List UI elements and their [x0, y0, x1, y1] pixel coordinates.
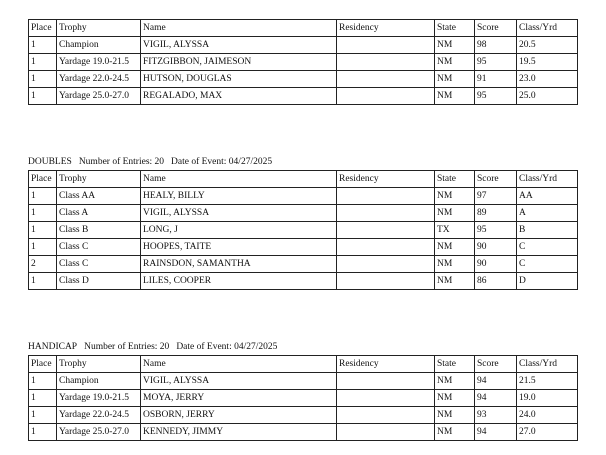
- cell-state: NM: [435, 188, 475, 205]
- cell-trophy: Champion: [57, 373, 141, 390]
- cell-residency: [337, 54, 435, 71]
- cell-state: NM: [435, 390, 475, 407]
- cell-trophy: Yardage 19.0-21.5: [57, 390, 141, 407]
- header-trophy: Trophy: [57, 20, 141, 37]
- header-row: [29, 356, 578, 373]
- header-class: Class/Yrd: [517, 20, 578, 37]
- cell-class: AA: [517, 188, 578, 205]
- cell-name: HEALY, BILLY: [141, 188, 337, 205]
- singles-section: [28, 19, 577, 105]
- table-row: [29, 222, 578, 239]
- cell-class: B: [517, 222, 578, 239]
- cell-trophy: Yardage 25.0-27.0: [57, 88, 141, 105]
- section-title: DOUBLES: [28, 157, 72, 167]
- cell-place: 1: [29, 188, 57, 205]
- table-header: [29, 171, 578, 188]
- section-heading: [28, 156, 577, 168]
- cell-score: 95: [475, 54, 517, 71]
- cell-trophy: Champion: [57, 37, 141, 54]
- cell-class: A: [517, 205, 578, 222]
- cell-class: 19.0: [517, 390, 578, 407]
- cell-class: 24.0: [517, 407, 578, 424]
- cell-score: 90: [475, 239, 517, 256]
- cell-score: 93: [475, 407, 517, 424]
- cell-place: 1: [29, 407, 57, 424]
- header-score: Score: [475, 356, 517, 373]
- cell-trophy: Class D: [57, 273, 141, 290]
- cell-trophy: Class B: [57, 222, 141, 239]
- cell-score: 95: [475, 88, 517, 105]
- header-state: State: [435, 356, 475, 373]
- header-name: Name: [141, 20, 337, 37]
- cell-name: MOYA, JERRY: [141, 390, 337, 407]
- doubles-table: [28, 170, 578, 290]
- cell-residency: [337, 273, 435, 290]
- cell-residency: [337, 239, 435, 256]
- entries-count: Number of Entries: 20: [84, 342, 170, 352]
- table-row: [29, 373, 578, 390]
- cell-score: 86: [475, 273, 517, 290]
- cell-residency: [337, 71, 435, 88]
- header-name: Name: [141, 356, 337, 373]
- cell-residency: [337, 205, 435, 222]
- cell-state: NM: [435, 37, 475, 54]
- header-trophy: Trophy: [57, 356, 141, 373]
- entries-count: Number of Entries: 20: [78, 157, 165, 167]
- table-row: [29, 424, 578, 441]
- cell-score: 94: [475, 390, 517, 407]
- table-row: [29, 407, 578, 424]
- table-header: [29, 20, 578, 37]
- cell-class: C: [517, 256, 578, 273]
- cell-score: 91: [475, 71, 517, 88]
- section-title: HANDICAP: [28, 342, 78, 352]
- cell-trophy: Yardage 25.0-27.0: [57, 424, 141, 441]
- header-state: State: [435, 20, 475, 37]
- cell-residency: [337, 373, 435, 390]
- table-row: [29, 239, 578, 256]
- cell-state: TX: [435, 222, 475, 239]
- cell-residency: [337, 188, 435, 205]
- cell-class: 23.0: [517, 71, 578, 88]
- cell-score: 98: [475, 37, 517, 54]
- cell-place: 1: [29, 205, 57, 222]
- header-score: Score: [475, 20, 517, 37]
- cell-place: 1: [29, 373, 57, 390]
- cell-score: 90: [475, 256, 517, 273]
- cell-state: NM: [435, 273, 475, 290]
- cell-trophy: Yardage 19.0-21.5: [57, 54, 141, 71]
- header-place: Place: [29, 171, 57, 188]
- cell-place: 1: [29, 273, 57, 290]
- header-place: Place: [29, 20, 57, 37]
- table-row: [29, 390, 578, 407]
- cell-name: VIGIL, ALYSSA: [141, 37, 337, 54]
- cell-name: VIGIL, ALYSSA: [141, 373, 337, 390]
- table-body: [29, 188, 578, 290]
- cell-score: 89: [475, 205, 517, 222]
- cell-residency: [337, 222, 435, 239]
- header-name: Name: [141, 171, 337, 188]
- cell-score: 97: [475, 188, 517, 205]
- cell-state: NM: [435, 424, 475, 441]
- cell-place: 1: [29, 88, 57, 105]
- cell-residency: [337, 424, 435, 441]
- handicap-section: [28, 341, 577, 441]
- header-place: Place: [29, 356, 57, 373]
- cell-state: NM: [435, 71, 475, 88]
- cell-class: 20.5: [517, 37, 578, 54]
- table-body: [29, 373, 578, 441]
- header-class: Class/Yrd: [517, 356, 578, 373]
- cell-place: 1: [29, 424, 57, 441]
- handicap-table: [28, 355, 578, 441]
- cell-state: NM: [435, 205, 475, 222]
- table-row: [29, 273, 578, 290]
- cell-place: 1: [29, 239, 57, 256]
- cell-score: 94: [475, 424, 517, 441]
- cell-class: 21.5: [517, 373, 578, 390]
- header-row: [29, 20, 578, 37]
- cell-trophy: Class C: [57, 239, 141, 256]
- cell-place: 1: [29, 54, 57, 71]
- cell-state: NM: [435, 239, 475, 256]
- header-state: State: [435, 171, 475, 188]
- table-row: [29, 54, 578, 71]
- cell-trophy: Class C: [57, 256, 141, 273]
- header-residency: Residency: [337, 171, 435, 188]
- cell-name: LONG, J: [141, 222, 337, 239]
- header-residency: Residency: [337, 356, 435, 373]
- cell-state: NM: [435, 54, 475, 71]
- cell-class: 19.5: [517, 54, 578, 71]
- cell-state: NM: [435, 88, 475, 105]
- cell-trophy: Yardage 22.0-24.5: [57, 407, 141, 424]
- cell-class: D: [517, 273, 578, 290]
- cell-name: HOOPES, TAITE: [141, 239, 337, 256]
- table-row: [29, 188, 578, 205]
- table-row: [29, 205, 578, 222]
- cell-trophy: Class A: [57, 205, 141, 222]
- section-heading: [28, 341, 577, 353]
- cell-name: KENNEDY, JIMMY: [141, 424, 337, 441]
- header-trophy: Trophy: [57, 171, 141, 188]
- header-row: [29, 171, 578, 188]
- cell-name: REGALADO, MAX: [141, 88, 337, 105]
- cell-trophy: Yardage 22.0-24.5: [57, 71, 141, 88]
- header-score: Score: [475, 171, 517, 188]
- cell-class: C: [517, 239, 578, 256]
- table-header: [29, 356, 578, 373]
- cell-score: 94: [475, 373, 517, 390]
- cell-place: 1: [29, 390, 57, 407]
- table-row: [29, 88, 578, 105]
- table-row: [29, 37, 578, 54]
- cell-residency: [337, 88, 435, 105]
- event-date: Date of Event: 04/27/2025: [176, 342, 278, 352]
- cell-name: FITZGIBBON, JAIMESON: [141, 54, 337, 71]
- table-body: [29, 37, 578, 105]
- doubles-section: [28, 156, 577, 290]
- cell-score: 95: [475, 222, 517, 239]
- cell-class: 25.0: [517, 88, 578, 105]
- cell-class: 27.0: [517, 424, 578, 441]
- singles-table: [28, 19, 578, 105]
- table-row: [29, 71, 578, 88]
- cell-place: 1: [29, 222, 57, 239]
- cell-name: HUTSON, DOUGLAS: [141, 71, 337, 88]
- cell-residency: [337, 37, 435, 54]
- header-residency: Residency: [337, 20, 435, 37]
- cell-state: NM: [435, 256, 475, 273]
- cell-residency: [337, 390, 435, 407]
- cell-name: RAINSDON, SAMANTHA: [141, 256, 337, 273]
- cell-place: 1: [29, 71, 57, 88]
- cell-name: LILES, COOPER: [141, 273, 337, 290]
- cell-state: NM: [435, 373, 475, 390]
- table-row: [29, 256, 578, 273]
- cell-state: NM: [435, 407, 475, 424]
- cell-residency: [337, 256, 435, 273]
- cell-name: VIGIL, ALYSSA: [141, 205, 337, 222]
- cell-place: 1: [29, 37, 57, 54]
- cell-trophy: Class AA: [57, 188, 141, 205]
- event-date: Date of Event: 04/27/2025: [171, 157, 273, 167]
- cell-place: 2: [29, 256, 57, 273]
- cell-residency: [337, 407, 435, 424]
- header-class: Class/Yrd: [517, 171, 578, 188]
- cell-name: OSBORN, JERRY: [141, 407, 337, 424]
